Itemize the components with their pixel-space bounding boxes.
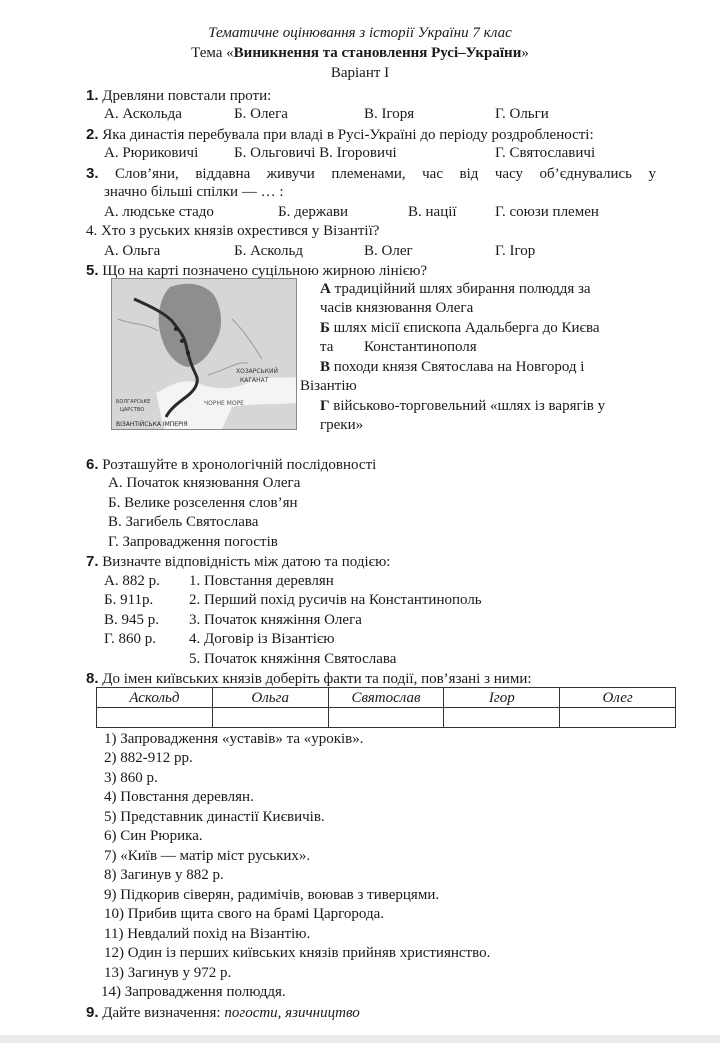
fact-item: 4) Повстання деревлян. (104, 789, 254, 805)
question-number: 8. (86, 670, 99, 687)
chronology-item: В. Загибель Святослава (108, 514, 259, 530)
question-text: Слов’яни, віддавна живучи племенами, час від часу об’єднувались у (115, 166, 656, 182)
fact-item: 6) Син Рюрика. (104, 828, 203, 844)
map-option-b-continued: Константинополя (364, 339, 477, 355)
option-letter: Б (320, 320, 330, 336)
question-number: 9. (86, 1004, 99, 1021)
fact-item: 11) Невдалий похід на Візантію. (104, 926, 311, 942)
match-event: 4. Договір із Візантією (189, 631, 335, 647)
option-text: військово-торговельний «шлях із варягів у (329, 398, 606, 414)
variant-label: Варіант І (330, 65, 390, 81)
fact-item: 2) 882-912 рр. (104, 750, 193, 766)
fact-item: 10) Прибив щита свого на брамі Царгорода. (104, 906, 384, 922)
map-graphic (112, 279, 296, 429)
chronology-item: Г. Запровадження погостів (108, 534, 278, 550)
question-9 (86, 1003, 360, 1023)
answer-cell[interactable] (560, 708, 676, 728)
map-city-dot (180, 339, 184, 343)
map-option-a-continued: часів князювання Олега (320, 300, 474, 316)
answer-option: Б. Олега (234, 106, 288, 122)
column-sviatoslav: Святослав (328, 688, 444, 708)
map-option-g (320, 397, 605, 416)
fact-item: 14) Запровадження полюддя. (101, 984, 286, 1000)
option-letter: В (320, 359, 331, 375)
answer-option: В. Олег (364, 243, 413, 259)
question-text: Дайте визначення: (98, 1005, 225, 1021)
fact-item: 13) Загинув у 972 р. (104, 965, 232, 981)
worksheet-subtitle: Тематичне оцінювання з історії України 7 клас (208, 25, 512, 41)
question-number: 7. (86, 553, 99, 570)
option-text: шлях місії єпископа Адальберга до Києва (329, 320, 600, 336)
answer-cell[interactable] (97, 708, 213, 728)
map-option-v (320, 358, 584, 377)
map-label: КАГАНАТ (240, 377, 269, 384)
answer-cell[interactable] (444, 708, 560, 728)
answer-option: В. Ігоря (364, 106, 415, 122)
question-number: 1. (86, 87, 99, 104)
question-number: 5. (86, 262, 99, 279)
map-city-dot (174, 327, 178, 331)
column-oleh: Олег (560, 688, 676, 708)
answer-cell[interactable] (212, 708, 328, 728)
map-option-b-continued-and: та (320, 339, 334, 355)
question-7 (86, 552, 390, 572)
fact-item: 8) Загинув у 882 р. (104, 867, 224, 883)
princes-table (96, 687, 676, 728)
map-option-v-continued: Візантію (300, 378, 357, 394)
match-event: 1. Повстання деревлян (189, 573, 334, 589)
question-8 (86, 669, 532, 689)
question-text: Яка династія перебувала при владі в Русі-Україні до періоду роздробленості: (102, 127, 594, 143)
historical-map (111, 278, 297, 430)
map-option-g-continued: греки» (320, 417, 364, 433)
fact-item: 7) «Київ — матір міст руських». (104, 848, 311, 864)
question-2 (86, 125, 594, 145)
map-label: ВІЗАНТІЙСЬКА ІМПЕРІЯ (116, 421, 188, 428)
question-number: 2. (86, 126, 99, 143)
match-event: 3. Початок княжіння Олега (189, 612, 362, 628)
question-text: Що на карті позначено суцільною жирною лінією? (102, 263, 428, 279)
question-text: Розташуйте в хронологічній послідовності (102, 457, 377, 473)
question-4 (86, 222, 379, 241)
map-label: БОЛГАРСЬКЕ (116, 399, 151, 405)
option-text: походи князя Святослава на Новгород і (330, 359, 585, 375)
answer-option: Б. Ольговичі В. Ігоровичі (234, 145, 397, 161)
chronology-item: Б. Велике розселення слов’ян (108, 495, 298, 511)
answer-option: Г. Ольги (495, 106, 549, 122)
question-text: Хто з руських князів охрестився у Візантії? (101, 223, 380, 239)
question-number: 4. (86, 223, 98, 239)
map-label: ЧОРНЕ МОРЕ (204, 400, 244, 407)
fact-item: 3) 860 р. (104, 770, 158, 786)
option-letter: А (320, 281, 331, 297)
question-text-continued: значно більші спілки — … : (104, 184, 284, 200)
answer-option: А. Аскольда (104, 106, 182, 122)
map-option-a (320, 280, 591, 299)
answer-option: А. людське стадо (104, 204, 214, 220)
column-askold: Аскольд (97, 688, 213, 708)
match-date: Б. 911р. (104, 592, 154, 608)
question-text: Визначте відповідність між датою та подією: (102, 554, 391, 570)
map-label: ХОЗАРСЬКИЙ (236, 368, 278, 375)
answer-cell[interactable] (328, 708, 444, 728)
fact-item: 5) Представник династії Києвичів. (104, 809, 325, 825)
match-date: А. 882 р. (104, 573, 160, 589)
answer-option: Г. союзи племен (495, 204, 599, 220)
answer-option: Г. Святославичі (495, 145, 596, 161)
topic-prefix: Тема « (191, 45, 234, 61)
answer-option: Г. Ігор (495, 243, 536, 259)
fact-item: 12) Один із перших київських князів прийняв християнство. (104, 945, 491, 961)
match-event: 5. Початок княжіння Святослава (189, 651, 397, 667)
fact-item: 1) Запровадження «уставів» та «уроків». (104, 731, 364, 747)
topic-suffix: » (521, 45, 529, 61)
column-olha: Ольга (212, 688, 328, 708)
match-event: 2. Перший похід русичів на Константинополь (189, 592, 482, 608)
answer-option: Б. держави (278, 204, 349, 220)
question-text: Древляни повстали проти: (102, 88, 272, 104)
question-6 (86, 455, 376, 475)
answer-option: Б. Аскольд (234, 243, 304, 259)
map-label: ЦАРСТВО (120, 407, 145, 413)
table-header-row (97, 688, 676, 708)
map-city-dot (186, 351, 190, 355)
question-number: 3. (86, 165, 99, 182)
match-date: Г. 860 р. (104, 631, 156, 647)
match-date: В. 945 р. (104, 612, 160, 628)
question-3 (86, 164, 656, 184)
definition-terms: погости, язичництво (224, 1005, 360, 1021)
bottom-strip (0, 1035, 720, 1043)
question-number: 6. (86, 456, 99, 473)
answer-option: В. нації (408, 204, 457, 220)
map-option-b (320, 319, 600, 338)
column-ihor: Ігор (444, 688, 560, 708)
question-text: До імен київських князів доберіть факти та події, пов’язані з ними: (102, 671, 532, 687)
answer-option: А. Рюриковичі (104, 145, 199, 161)
table-answer-row (97, 708, 676, 728)
chronology-item: А. Початок князювання Олега (108, 475, 301, 491)
fact-item: 9) Підкорив сіверян, радимічів, воював з тиверцями. (104, 887, 440, 903)
answer-option: А. Ольга (104, 243, 161, 259)
option-letter: Г (320, 398, 330, 414)
question-1 (86, 86, 271, 106)
option-text: традиційний шлях збирання полюддя за (330, 281, 591, 297)
topic-line (0, 44, 720, 63)
topic-title: Виникнення та становлення Русі–України (233, 45, 522, 61)
